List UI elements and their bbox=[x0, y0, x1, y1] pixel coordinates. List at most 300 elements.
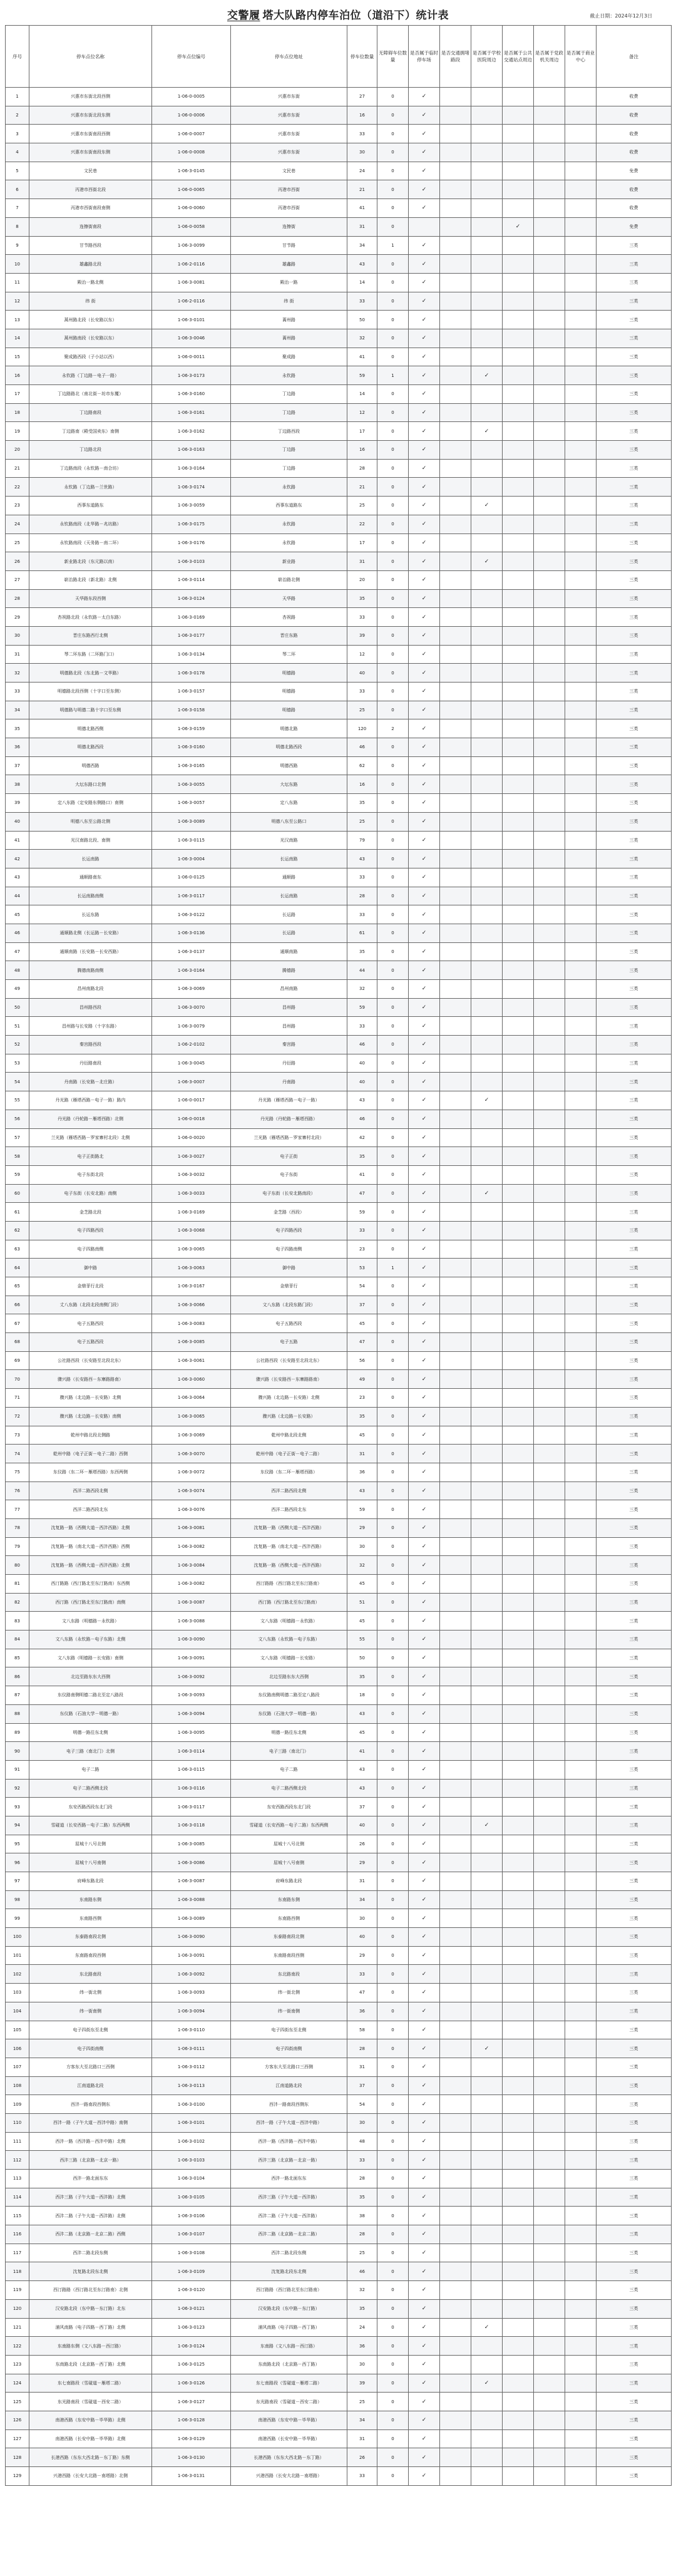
cell-index: 55 bbox=[6, 1091, 29, 1110]
cell-congested bbox=[440, 366, 471, 385]
cell-commercial bbox=[565, 626, 597, 645]
cell-name: 骤兴路（北边路－长安路）南侧 bbox=[29, 1407, 152, 1426]
cell-school-hospital bbox=[471, 1463, 503, 1481]
cell-school-hospital bbox=[471, 812, 503, 831]
cell-congested bbox=[440, 1742, 471, 1761]
cell-address: 丁边路西段 bbox=[231, 422, 347, 441]
cell-remark: 三类 bbox=[597, 589, 672, 608]
cell-address: 西沣一路（西沣路－西沣中路） bbox=[231, 2132, 347, 2151]
cell-temp-lot: ✓ bbox=[409, 1073, 440, 1091]
cell-remark: 三类 bbox=[597, 1073, 672, 1091]
cell-remark: 免费 bbox=[597, 217, 672, 236]
cell-code: 1-06-3-0070 bbox=[152, 1445, 231, 1463]
cell-count: 47 bbox=[347, 1184, 377, 1203]
cell-government bbox=[534, 1742, 565, 1761]
cell-address: 明德北路 bbox=[231, 719, 347, 738]
cell-transit bbox=[503, 2281, 534, 2300]
cell-commercial bbox=[565, 2076, 597, 2095]
col-count: 停车位数量 bbox=[347, 26, 377, 88]
cell-school-hospital bbox=[471, 980, 503, 999]
cell-name: 西沣一路南段西侧东 bbox=[29, 2095, 152, 2114]
cell-government bbox=[534, 1036, 565, 1054]
cell-code: 1-06-0-0007 bbox=[152, 125, 231, 143]
cell-temp-lot: ✓ bbox=[409, 1816, 440, 1835]
cell-commercial bbox=[565, 1259, 597, 1277]
cell-address: 电子二路 bbox=[231, 1760, 347, 1779]
cell-index: 109 bbox=[6, 2095, 29, 2114]
cell-count: 33 bbox=[347, 868, 377, 887]
cell-accessible: 0 bbox=[377, 106, 409, 125]
cell-temp-lot: ✓ bbox=[409, 1500, 440, 1519]
cell-address: 文民巷 bbox=[231, 162, 347, 180]
cell-index: 122 bbox=[6, 2337, 29, 2356]
cell-address: 沈复路北段东北侧 bbox=[231, 2262, 347, 2281]
cell-name: 丁边路南（殿受国卖东）南侧 bbox=[29, 422, 152, 441]
cell-remark: 收费 bbox=[597, 180, 672, 199]
cell-commercial bbox=[565, 683, 597, 701]
cell-address: 西沣三路（子午大道－西沣路） bbox=[231, 2188, 347, 2207]
cell-government bbox=[534, 1667, 565, 1686]
cell-address: 乾州中路（电子正街－电子二路） bbox=[231, 1445, 347, 1463]
cell-name: 电子四路南侧 bbox=[29, 1240, 152, 1259]
table-row bbox=[6, 2337, 672, 2356]
cell-accessible: 0 bbox=[377, 1221, 409, 1240]
cell-congested bbox=[440, 812, 471, 831]
cell-accessible: 0 bbox=[377, 2374, 409, 2393]
cell-congested bbox=[440, 2151, 471, 2170]
cell-congested bbox=[440, 924, 471, 942]
cell-address: 西沣一路（子午大道－西沣中路） bbox=[231, 2113, 347, 2132]
cell-code: 1-06-3-0090 bbox=[152, 1928, 231, 1947]
cell-temp-lot: ✓ bbox=[409, 88, 440, 106]
cell-name: 昌州路西段 bbox=[29, 998, 152, 1017]
cell-commercial bbox=[565, 143, 597, 162]
cell-index: 97 bbox=[6, 1872, 29, 1891]
cell-commercial bbox=[565, 2262, 597, 2281]
cell-congested bbox=[440, 1723, 471, 1742]
cell-commercial bbox=[565, 589, 597, 608]
cell-commercial bbox=[565, 2318, 597, 2337]
cell-school-hospital bbox=[471, 1017, 503, 1036]
cell-accessible: 0 bbox=[377, 217, 409, 236]
cell-remark: 三类 bbox=[597, 1036, 672, 1054]
cell-remark: 三类 bbox=[597, 1314, 672, 1333]
cell-index: 77 bbox=[6, 1500, 29, 1519]
table-row bbox=[6, 2318, 672, 2337]
cell-transit bbox=[503, 2170, 534, 2188]
cell-congested bbox=[440, 1463, 471, 1481]
cell-name: 文八东路（明德路－长安路）南侧 bbox=[29, 1649, 152, 1667]
cell-accessible: 0 bbox=[377, 701, 409, 719]
cell-name: 御中路 bbox=[29, 1259, 152, 1277]
cell-government bbox=[534, 1184, 565, 1203]
cell-remark: 三类 bbox=[597, 2225, 672, 2244]
table-row bbox=[6, 1556, 672, 1575]
cell-name: 东光路南段（雪碰道－西安二路） bbox=[29, 2393, 152, 2411]
cell-government bbox=[534, 942, 565, 961]
cell-remark: 三类 bbox=[597, 441, 672, 460]
cell-index: 33 bbox=[6, 683, 29, 701]
cell-temp-lot: ✓ bbox=[409, 2244, 440, 2262]
cell-transit bbox=[503, 1537, 534, 1556]
cell-government bbox=[534, 329, 565, 348]
cell-count: 25 bbox=[347, 812, 377, 831]
cell-government bbox=[534, 1351, 565, 1370]
cell-code: 1-06-3-0117 bbox=[152, 887, 231, 905]
cell-code: 1-06-3-0177 bbox=[152, 626, 231, 645]
cell-government bbox=[534, 1481, 565, 1500]
cell-remark: 三类 bbox=[597, 2299, 672, 2318]
col-transit: 是否属于公共交通站点周边 bbox=[503, 26, 534, 88]
cell-index: 29 bbox=[6, 608, 29, 627]
page-title bbox=[5, 6, 671, 22]
cell-address: 西汀路路（西汀路北至东汀路南） bbox=[231, 2281, 347, 2300]
cell-count: 47 bbox=[347, 1984, 377, 2002]
cell-school-hospital bbox=[471, 1928, 503, 1947]
cell-remark: 三类 bbox=[597, 998, 672, 1017]
cell-name: 西洋二路西段北侧 bbox=[29, 1481, 152, 1500]
cell-commercial bbox=[565, 2151, 597, 2170]
cell-commercial bbox=[565, 2374, 597, 2393]
cell-code: 1-06-3-0085 bbox=[152, 1835, 231, 1853]
cell-address: 兰光路（雁塔西路－罗家寨村北段） bbox=[231, 1128, 347, 1147]
cell-name: 丙港市西街北段 bbox=[29, 180, 152, 199]
cell-temp-lot: ✓ bbox=[409, 106, 440, 125]
table-row bbox=[6, 1389, 672, 1408]
cell-congested bbox=[440, 385, 471, 404]
cell-school-hospital bbox=[471, 2411, 503, 2429]
cell-government bbox=[534, 1073, 565, 1091]
cell-school-hospital bbox=[471, 1779, 503, 1798]
cell-congested bbox=[440, 850, 471, 868]
cell-congested bbox=[440, 2448, 471, 2467]
cell-school-hospital bbox=[471, 2355, 503, 2374]
cell-transit bbox=[503, 1221, 534, 1240]
cell-code: 1-06-2-0102 bbox=[152, 1036, 231, 1054]
table-row bbox=[6, 2039, 672, 2058]
cell-count: 45 bbox=[347, 1723, 377, 1742]
cell-temp-lot: ✓ bbox=[409, 2039, 440, 2058]
cell-congested bbox=[440, 980, 471, 999]
cell-congested bbox=[440, 1277, 471, 1296]
cell-accessible: 0 bbox=[377, 1351, 409, 1370]
cell-address: 东仪路（东二环－雁塔西路） bbox=[231, 1463, 347, 1481]
cell-code: 1-06-3-0161 bbox=[152, 403, 231, 422]
cell-accessible: 0 bbox=[377, 1946, 409, 1965]
cell-address: 电子五路 bbox=[231, 1333, 347, 1352]
cell-accessible: 0 bbox=[377, 2076, 409, 2095]
cell-school-hospital bbox=[471, 385, 503, 404]
cell-name: 明德一路往东北侧 bbox=[29, 1723, 152, 1742]
cell-government bbox=[534, 1779, 565, 1798]
cell-commercial bbox=[565, 1890, 597, 1909]
cell-commercial bbox=[565, 2039, 597, 2058]
cell-transit bbox=[503, 1965, 534, 1984]
cell-school-hospital bbox=[471, 125, 503, 143]
cell-remark: 三类 bbox=[597, 1890, 672, 1909]
cell-name: 文八东路（明德路－永钦路） bbox=[29, 1612, 152, 1631]
cell-congested bbox=[440, 664, 471, 683]
cell-school-hospital bbox=[471, 273, 503, 292]
cell-remark: 三类 bbox=[597, 1965, 672, 1984]
cell-code: 1-06-3-0169 bbox=[152, 1203, 231, 1222]
table-header-row bbox=[6, 26, 672, 88]
cell-commercial bbox=[565, 2058, 597, 2076]
cell-transit bbox=[503, 348, 534, 366]
cell-school-hospital bbox=[471, 701, 503, 719]
cell-index: 34 bbox=[6, 701, 29, 719]
table-row bbox=[6, 125, 672, 143]
cell-transit bbox=[503, 2467, 534, 2486]
cell-address: 明德路 bbox=[231, 664, 347, 683]
cell-code: 1-06-3-0167 bbox=[152, 1277, 231, 1296]
table-row bbox=[6, 961, 672, 980]
cell-school-hospital bbox=[471, 1073, 503, 1091]
cell-school-hospital bbox=[471, 2337, 503, 2356]
cell-transit bbox=[503, 1017, 534, 1036]
cell-school-hospital bbox=[471, 683, 503, 701]
cell-transit bbox=[503, 497, 534, 515]
cell-congested bbox=[440, 255, 471, 274]
cell-name: 明德八东至公路北侧 bbox=[29, 812, 152, 831]
cell-commercial bbox=[565, 1054, 597, 1073]
cell-congested bbox=[440, 199, 471, 218]
cell-government bbox=[534, 1835, 565, 1853]
cell-name: 电子四街东至北侧 bbox=[29, 2021, 152, 2039]
cell-transit bbox=[503, 1296, 534, 1314]
cell-count: 32 bbox=[347, 329, 377, 348]
table-row bbox=[6, 775, 672, 794]
cell-commercial bbox=[565, 1835, 597, 1853]
table-row bbox=[6, 403, 672, 422]
table-row bbox=[6, 1296, 672, 1314]
cell-congested bbox=[440, 236, 471, 255]
cell-count: 22 bbox=[347, 515, 377, 533]
cell-address: 长运路 bbox=[231, 924, 347, 942]
cell-accessible: 0 bbox=[377, 1481, 409, 1500]
cell-school-hospital bbox=[471, 217, 503, 236]
cell-address: 新业路 bbox=[231, 552, 347, 571]
cell-name: 丈八东路（北段北段南侧门段） bbox=[29, 1296, 152, 1314]
cell-school-hospital bbox=[471, 1946, 503, 1965]
cell-transit bbox=[503, 980, 534, 999]
cell-congested bbox=[440, 2429, 471, 2448]
cell-accessible: 0 bbox=[377, 1575, 409, 1594]
cell-code: 1-06-3-0079 bbox=[152, 1017, 231, 1036]
cell-school-hospital bbox=[471, 2021, 503, 2039]
table-row bbox=[6, 701, 672, 719]
cell-remark: 三类 bbox=[597, 980, 672, 999]
cell-accessible: 1 bbox=[377, 1259, 409, 1277]
cell-code: 1-06-3-0107 bbox=[152, 2225, 231, 2244]
cell-transit bbox=[503, 199, 534, 218]
table-row bbox=[6, 1816, 672, 1835]
cell-address: 电子四路南侧 bbox=[231, 1240, 347, 1259]
table-row bbox=[6, 199, 672, 218]
cell-name: 通顺南路（长安路－长安西路） bbox=[29, 942, 152, 961]
cell-temp-lot: ✓ bbox=[409, 794, 440, 813]
cell-commercial bbox=[565, 1073, 597, 1091]
cell-government bbox=[534, 2151, 565, 2170]
cell-congested bbox=[440, 1946, 471, 1965]
cell-address: 明德西路 bbox=[231, 756, 347, 775]
cell-name: 文民巷 bbox=[29, 162, 152, 180]
cell-school-hospital bbox=[471, 756, 503, 775]
cell-transit bbox=[503, 88, 534, 106]
cell-commercial bbox=[565, 1091, 597, 1110]
cell-accessible: 0 bbox=[377, 2281, 409, 2300]
cell-temp-lot: ✓ bbox=[409, 683, 440, 701]
cell-remark: 三类 bbox=[597, 1537, 672, 1556]
cell-code: 1-06-3-0117 bbox=[152, 1798, 231, 1816]
table-row bbox=[6, 1426, 672, 1445]
cell-commercial bbox=[565, 1296, 597, 1314]
cell-remark: 三类 bbox=[597, 1798, 672, 1816]
cell-government bbox=[534, 1760, 565, 1779]
cell-code: 1-06-0-0020 bbox=[152, 1128, 231, 1147]
cell-count: 30 bbox=[347, 1537, 377, 1556]
cell-name: 骤兴路（长安路西－东寨路路南） bbox=[29, 1370, 152, 1389]
cell-school-hospital bbox=[471, 1445, 503, 1463]
cell-remark: 三类 bbox=[597, 664, 672, 683]
cell-temp-lot: ✓ bbox=[409, 125, 440, 143]
cell-address: 西汀路路（西汀路北至东汀路南） bbox=[231, 1575, 347, 1594]
table-row bbox=[6, 1742, 672, 1761]
cell-transit bbox=[503, 125, 534, 143]
table-row bbox=[6, 2002, 672, 2021]
cell-accessible: 0 bbox=[377, 1091, 409, 1110]
cell-government bbox=[534, 2429, 565, 2448]
cell-count: 34 bbox=[347, 236, 377, 255]
cell-count: 59 bbox=[347, 998, 377, 1017]
cell-temp-lot: ✓ bbox=[409, 459, 440, 478]
cell-temp-lot: ✓ bbox=[409, 533, 440, 552]
cell-congested bbox=[440, 1165, 471, 1184]
table-row bbox=[6, 998, 672, 1017]
table-row bbox=[6, 1723, 672, 1742]
cell-code: 1-06-3-0111 bbox=[152, 2039, 231, 2058]
cell-count: 43 bbox=[347, 255, 377, 274]
cell-code: 1-06-3-0084 bbox=[152, 1556, 231, 1575]
table-row bbox=[6, 1370, 672, 1389]
cell-address: 文八东路（明德路－永钦路） bbox=[231, 1612, 347, 1631]
cell-address: 骤兴路（北边路－长安路） bbox=[231, 1407, 347, 1426]
cell-temp-lot: ✓ bbox=[409, 1575, 440, 1594]
cell-commercial bbox=[565, 1946, 597, 1965]
cell-government bbox=[534, 1091, 565, 1110]
cell-transit bbox=[503, 1575, 534, 1594]
cell-remark: 三类 bbox=[597, 2337, 672, 2356]
cell-count: 33 bbox=[347, 1017, 377, 1036]
cell-remark: 三类 bbox=[597, 924, 672, 942]
cell-temp-lot: ✓ bbox=[409, 1984, 440, 2002]
cell-name: 明德北路西段 bbox=[29, 738, 152, 757]
cell-school-hospital bbox=[471, 1500, 503, 1519]
cell-address: 丙港市西街 bbox=[231, 180, 347, 199]
cell-code: 1-06-0-0005 bbox=[152, 88, 231, 106]
cell-temp-lot: ✓ bbox=[409, 1481, 440, 1500]
cell-transit bbox=[503, 1556, 534, 1575]
cell-count: 21 bbox=[347, 478, 377, 497]
title-prefix: 交警履 bbox=[227, 9, 260, 22]
cell-government bbox=[534, 1612, 565, 1631]
cell-address: 电子东街 bbox=[231, 1165, 347, 1184]
cell-address: 西汀路（西汀路北至东汀路南） bbox=[231, 1593, 347, 1612]
cell-remark: 三类 bbox=[597, 236, 672, 255]
cell-name: 金鼎菲行北段 bbox=[29, 1277, 152, 1296]
cell-government bbox=[534, 1017, 565, 1036]
cell-government bbox=[534, 1500, 565, 1519]
cell-temp-lot: ✓ bbox=[409, 1165, 440, 1184]
cell-code: 1-06-3-0158 bbox=[152, 701, 231, 719]
table-row bbox=[6, 2095, 672, 2114]
cell-address: 兴港西路（长安大北路－南塔路） bbox=[231, 2467, 347, 2486]
cell-temp-lot: ✓ bbox=[409, 626, 440, 645]
cell-accessible: 0 bbox=[377, 1909, 409, 1928]
cell-remark: 三类 bbox=[597, 2095, 672, 2114]
cell-count: 25 bbox=[347, 497, 377, 515]
table-row bbox=[6, 1500, 672, 1519]
cell-address: 长运路 bbox=[231, 905, 347, 924]
cell-code: 1-06-3-0137 bbox=[152, 942, 231, 961]
cell-commercial bbox=[565, 1593, 597, 1612]
cell-remark: 三类 bbox=[597, 1853, 672, 1872]
cell-accessible: 0 bbox=[377, 756, 409, 775]
cell-government bbox=[534, 255, 565, 274]
table-row bbox=[6, 980, 672, 999]
cell-code: 1-06-3-0136 bbox=[152, 924, 231, 942]
cell-count: 36 bbox=[347, 1463, 377, 1481]
cell-index: 120 bbox=[6, 2299, 29, 2318]
cell-index: 12 bbox=[6, 292, 29, 311]
cell-accessible: 0 bbox=[377, 2429, 409, 2448]
table-row bbox=[6, 236, 672, 255]
cell-commercial bbox=[565, 273, 597, 292]
cell-index: 2 bbox=[6, 106, 29, 125]
cell-index: 20 bbox=[6, 441, 29, 460]
cell-index: 11 bbox=[6, 273, 29, 292]
cell-count: 54 bbox=[347, 2095, 377, 2114]
cell-address: 沈复路一路（南北大道－西沣西路） bbox=[231, 1537, 347, 1556]
table-row bbox=[6, 1946, 672, 1965]
cell-address: 西沣三路（北京路－北京一路） bbox=[231, 2151, 347, 2170]
cell-code: 1-06-3-0103 bbox=[152, 2151, 231, 2170]
cell-transit bbox=[503, 1853, 534, 1872]
cell-government bbox=[534, 1946, 565, 1965]
cell-remark: 三类 bbox=[597, 2207, 672, 2225]
cell-count: 28 bbox=[347, 459, 377, 478]
cell-school-hospital: ✓ bbox=[471, 1091, 503, 1110]
cell-school-hospital bbox=[471, 2448, 503, 2467]
cell-congested bbox=[440, 180, 471, 199]
cell-accessible: 0 bbox=[377, 905, 409, 924]
cell-name: 秦宫路西段 bbox=[29, 1036, 152, 1054]
cell-remark: 收费 bbox=[597, 125, 672, 143]
cell-commercial bbox=[565, 1965, 597, 1984]
table-row bbox=[6, 1054, 672, 1073]
cell-congested bbox=[440, 88, 471, 106]
cell-congested bbox=[440, 1054, 471, 1073]
cell-name: 光汉南路北段、南侧 bbox=[29, 831, 152, 850]
cell-school-hospital bbox=[471, 2244, 503, 2262]
table-row bbox=[6, 626, 672, 645]
cell-commercial bbox=[565, 2095, 597, 2114]
cell-remark: 收费 bbox=[597, 88, 672, 106]
cell-congested bbox=[440, 1036, 471, 1054]
cell-name: 电子五路西段 bbox=[29, 1333, 152, 1352]
cell-count: 50 bbox=[347, 311, 377, 329]
cell-count: 56 bbox=[347, 1351, 377, 1370]
